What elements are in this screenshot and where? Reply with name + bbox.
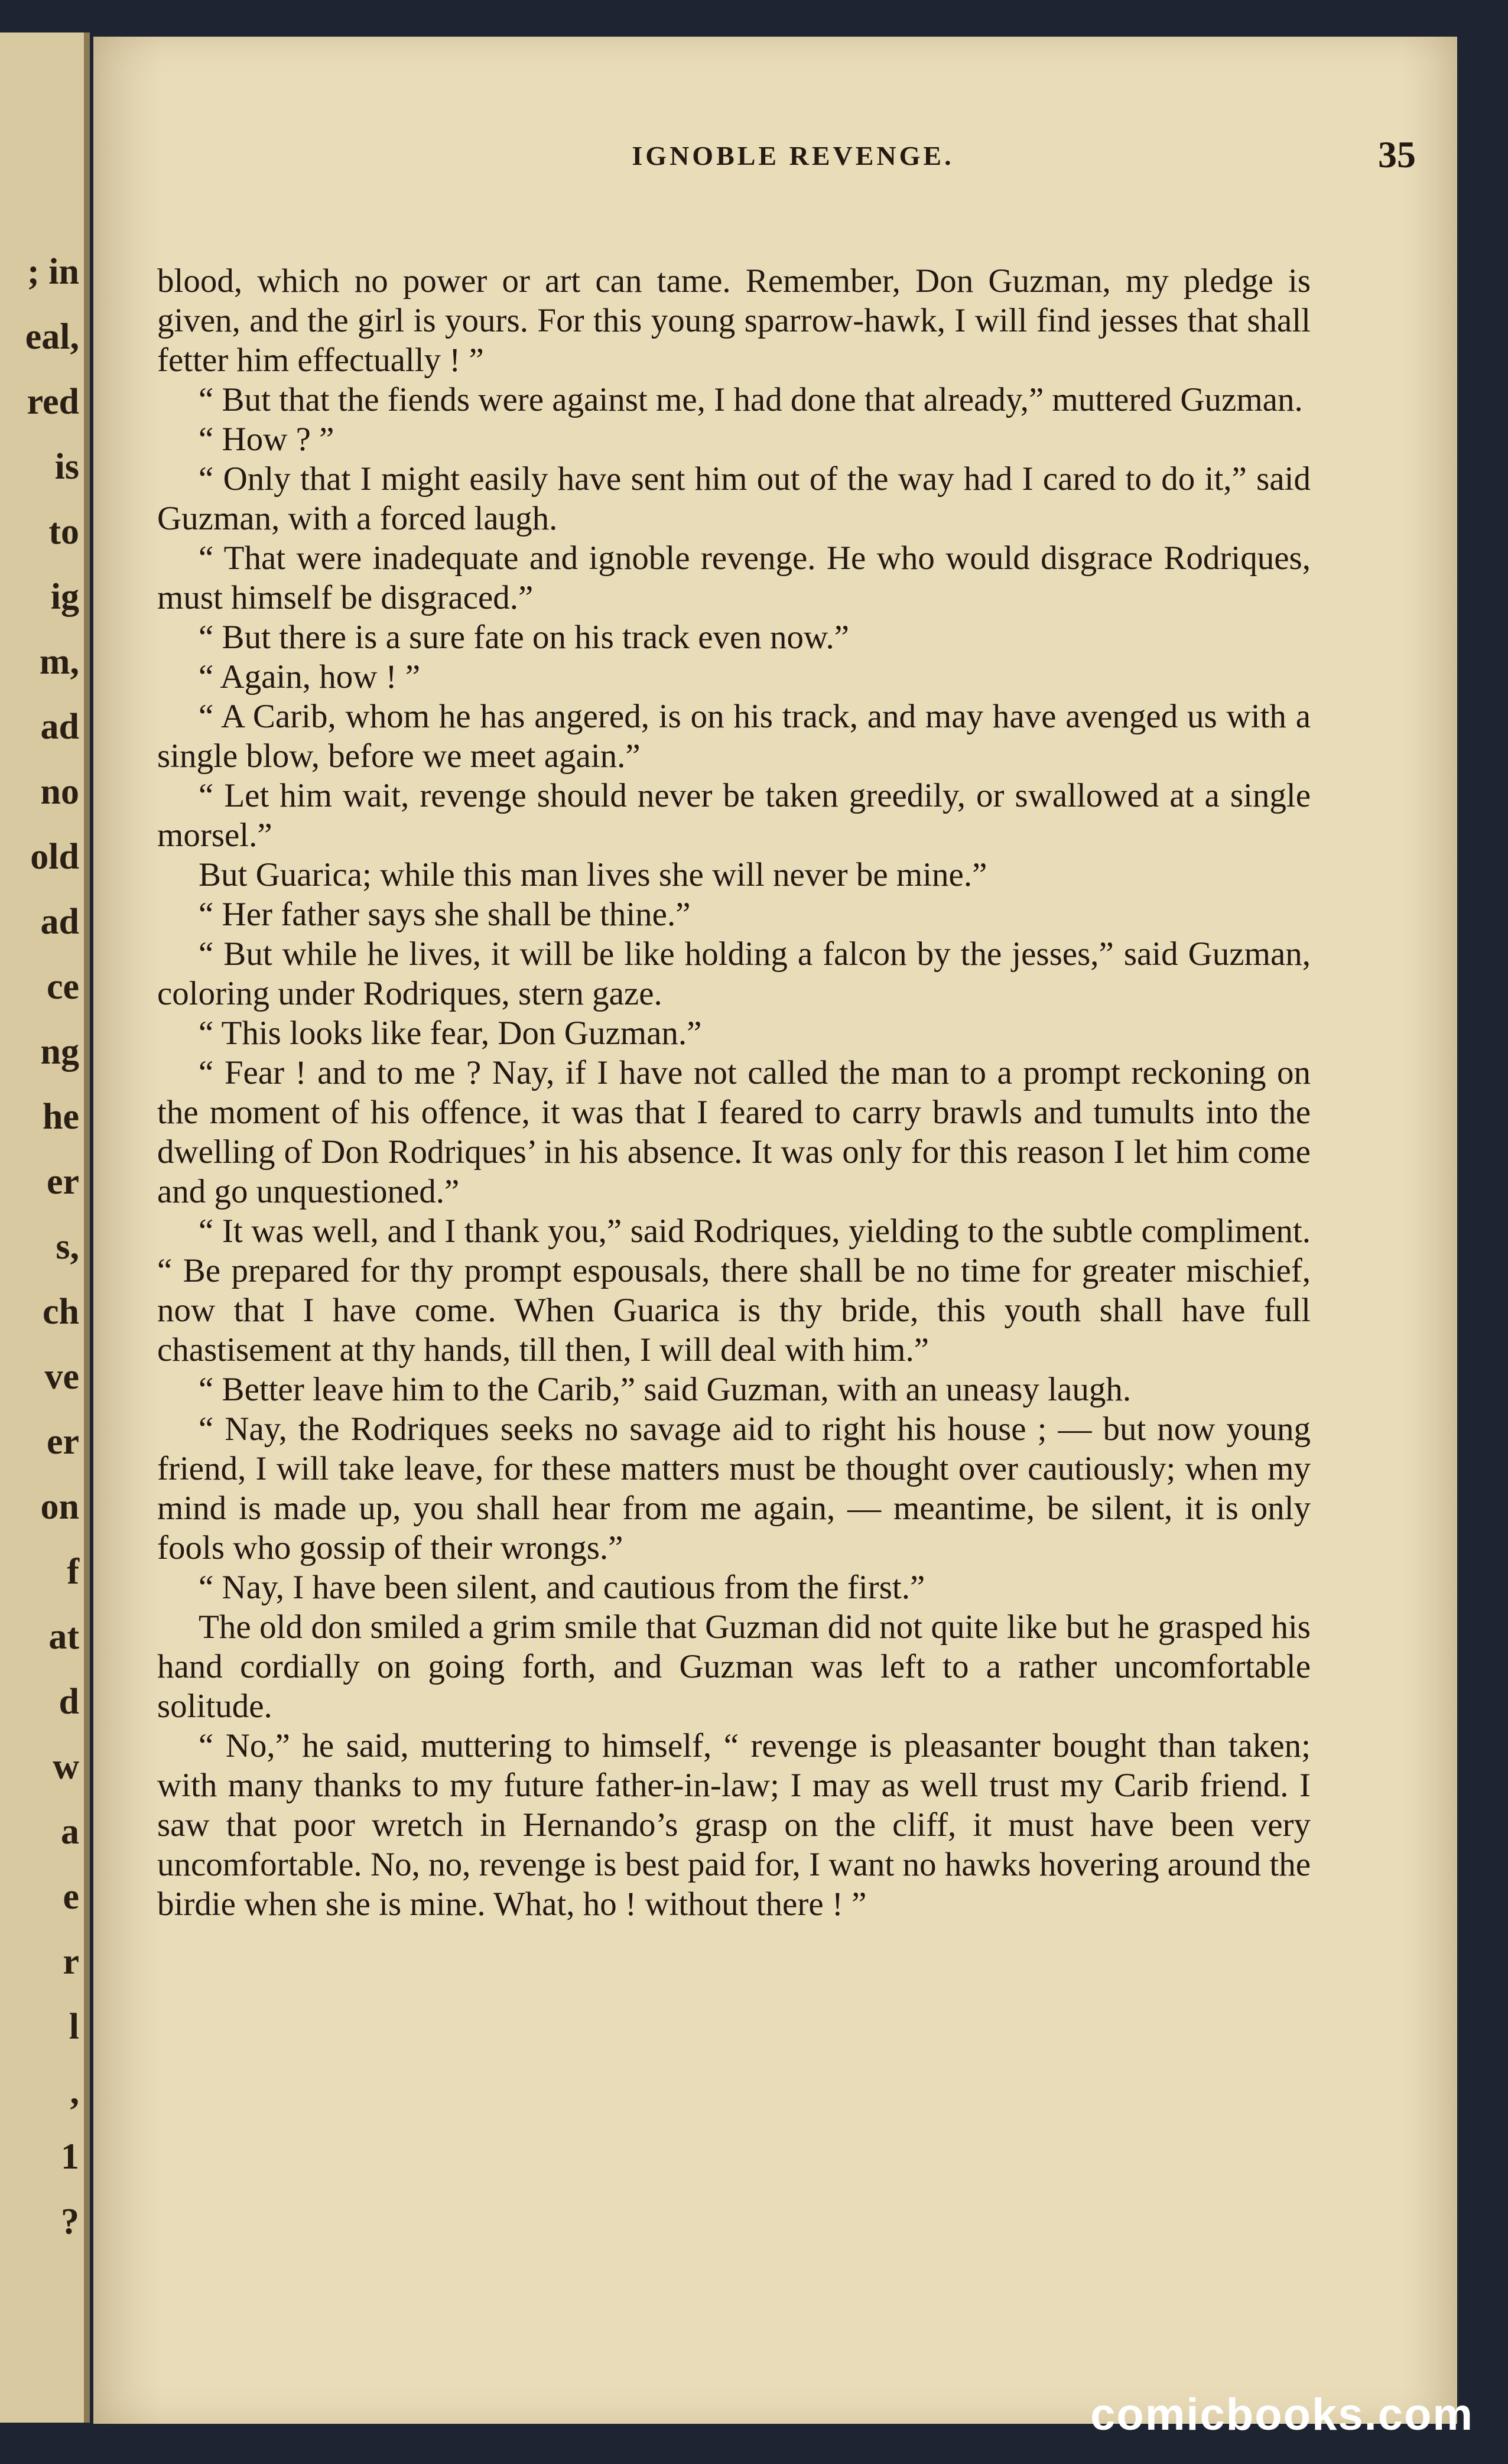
facing-page-fragment: d	[58, 1682, 79, 1722]
watermark: comicbooks.com	[1090, 2390, 1474, 2440]
facing-page-fragment: 1	[61, 2137, 79, 2177]
facing-page-fragment: ch	[43, 1292, 79, 1332]
paragraph: “ Better leave him to the Carib,” said Guzman, with an uneasy laugh.	[199, 1371, 1132, 1408]
facing-page-fragment: e	[63, 1877, 79, 1917]
facing-page-fragment: m,	[39, 642, 79, 682]
facing-page-fragment: ?	[61, 2202, 79, 2242]
paragraph: The old don smiled a grim smile that Guzman did not quite like but he grasped his hand cordially on going forth, and Guzman was left to a rather uncomfortable solitude.	[157, 1608, 1311, 1725]
facing-page-fragment: at	[48, 1617, 79, 1657]
facing-page-fragment: er	[46, 1162, 79, 1202]
facing-page-fragment: l	[69, 2007, 79, 2047]
paragraph: “ Fear ! and to me ? Nay, if I have not called the man to a prompt reckoning on the moment of his offence, it was that I feared to carry brawls and tumults into the dwelling of Don Rodriques’ in his absence. It was only for this reason I let him come and go unquestioned.”	[157, 1054, 1311, 1210]
paragraph: “ That were inadequate and ignoble revenge. He who would disgrace Rodriques, must himself be disgraced.”	[157, 539, 1311, 616]
facing-page-fragment: is	[54, 447, 79, 487]
paragraph: “ Nay, I have been silent, and cautious from the first.”	[199, 1569, 925, 1606]
facing-page-fragment: ve	[44, 1357, 79, 1397]
body-text	[157, 261, 1311, 1924]
facing-page-fragment: er	[46, 1422, 79, 1462]
paragraph: “ This looks like fear, Don Guzman.”	[199, 1015, 702, 1052]
facing-page-fragment: ng	[40, 1032, 79, 1072]
book-page	[93, 37, 1457, 2424]
page-number: 35	[1378, 134, 1416, 175]
paragraph: “ It was well, and I thank you,” said Rodriques, yielding to the subtle compliment. “ Be prepared for thy prompt espousals, there shall be no time for greater mischief, now that I have come. When Guarica is thy bride, this youth shall have full chastisement at thy hands, till then, I will deal with him.”	[157, 1213, 1311, 1368]
facing-page-fragment: a	[61, 1812, 79, 1852]
paragraph: blood, which no power or art can tame. Remember, Don Guzman, my pledge is given, and the girl is yours. For this young sparrow-hawk, I will find jesses that shall fetter him effectually ! ”	[157, 262, 1311, 379]
facing-page-fragment: he	[43, 1097, 79, 1137]
facing-page-fragment: f	[67, 1552, 79, 1592]
facing-page-fragment: ; in	[27, 252, 79, 292]
facing-page-fragment: no	[40, 772, 79, 812]
facing-page-fragment: old	[30, 837, 79, 877]
paragraph: “ Her father says she shall be thine.”	[199, 896, 691, 933]
facing-page-fragment: ad	[40, 902, 79, 942]
facing-page-fragment: eal,	[25, 317, 79, 357]
paragraph: “ Only that I might easily have sent him out of the way had I cared to do it,” said Guzman, with a forced laugh.	[157, 460, 1311, 537]
facing-page-fragment: r	[63, 1942, 79, 1982]
facing-page-fragment: ig	[50, 577, 79, 617]
running-head: IGNOBLE REVENGE.	[632, 141, 954, 171]
paragraph: “ But there is a sure fate on his track even now.”	[199, 619, 850, 656]
paragraph: “ But that the fiends were against me, I had done that already,” muttered Guzman.	[199, 381, 1303, 418]
facing-page-fragment: on	[40, 1487, 79, 1527]
paragraph: “ Let him wait, revenge should never be taken greedily, or swallowed at a single morsel.”	[157, 777, 1311, 854]
facing-page-fragment: ce	[46, 967, 79, 1007]
paragraph: “ No,” he said, muttering to himself, “ revenge is pleasanter bought than taken; with many thanks to my future father-in-law; I may as well trust my Carib friend. I saw that poor wretch in Hernando’s grasp on the cliff, it must have been very uncomfortable. No, no, revenge is best paid for, I want no hawks hovering around the birdie when she is mine. What, ho ! without there ! ”	[157, 1727, 1311, 1923]
paragraph: “ Nay, the Rodriques seeks no savage aid to right his house ; — but now young friend, I will take leave, for these matters must be thought over cautiously; when my mind is made up, you shall hear from me again, — meantime, be silent, it is only fools who gossip of their wrongs.”	[157, 1410, 1311, 1566]
paragraph: “ Again, how ! ”	[199, 658, 421, 695]
facing-page-fragment: ,	[70, 2072, 79, 2112]
facing-page-fragment: to	[48, 512, 79, 552]
paragraph: “ A Carib, whom he has angered, is on his track, and may have avenged us with a single blow, before we meet again.”	[157, 698, 1311, 775]
paragraph: “ But while he lives, it will be like holding a falcon by the jesses,” said Guzman, coloring under Rodriques, stern gaze.	[157, 935, 1311, 1012]
facing-page-fragment: w	[53, 1747, 79, 1787]
page-header	[152, 134, 1434, 193]
paragraph: “ How ? ”	[199, 421, 334, 458]
facing-page-fragment: red	[27, 382, 79, 422]
facing-page-fragment: s,	[56, 1227, 79, 1267]
facing-page-fragment: ad	[40, 707, 79, 747]
paragraph: But Guarica; while this man lives she will never be mine.”	[199, 856, 987, 893]
facing-page-edge	[0, 32, 90, 2423]
